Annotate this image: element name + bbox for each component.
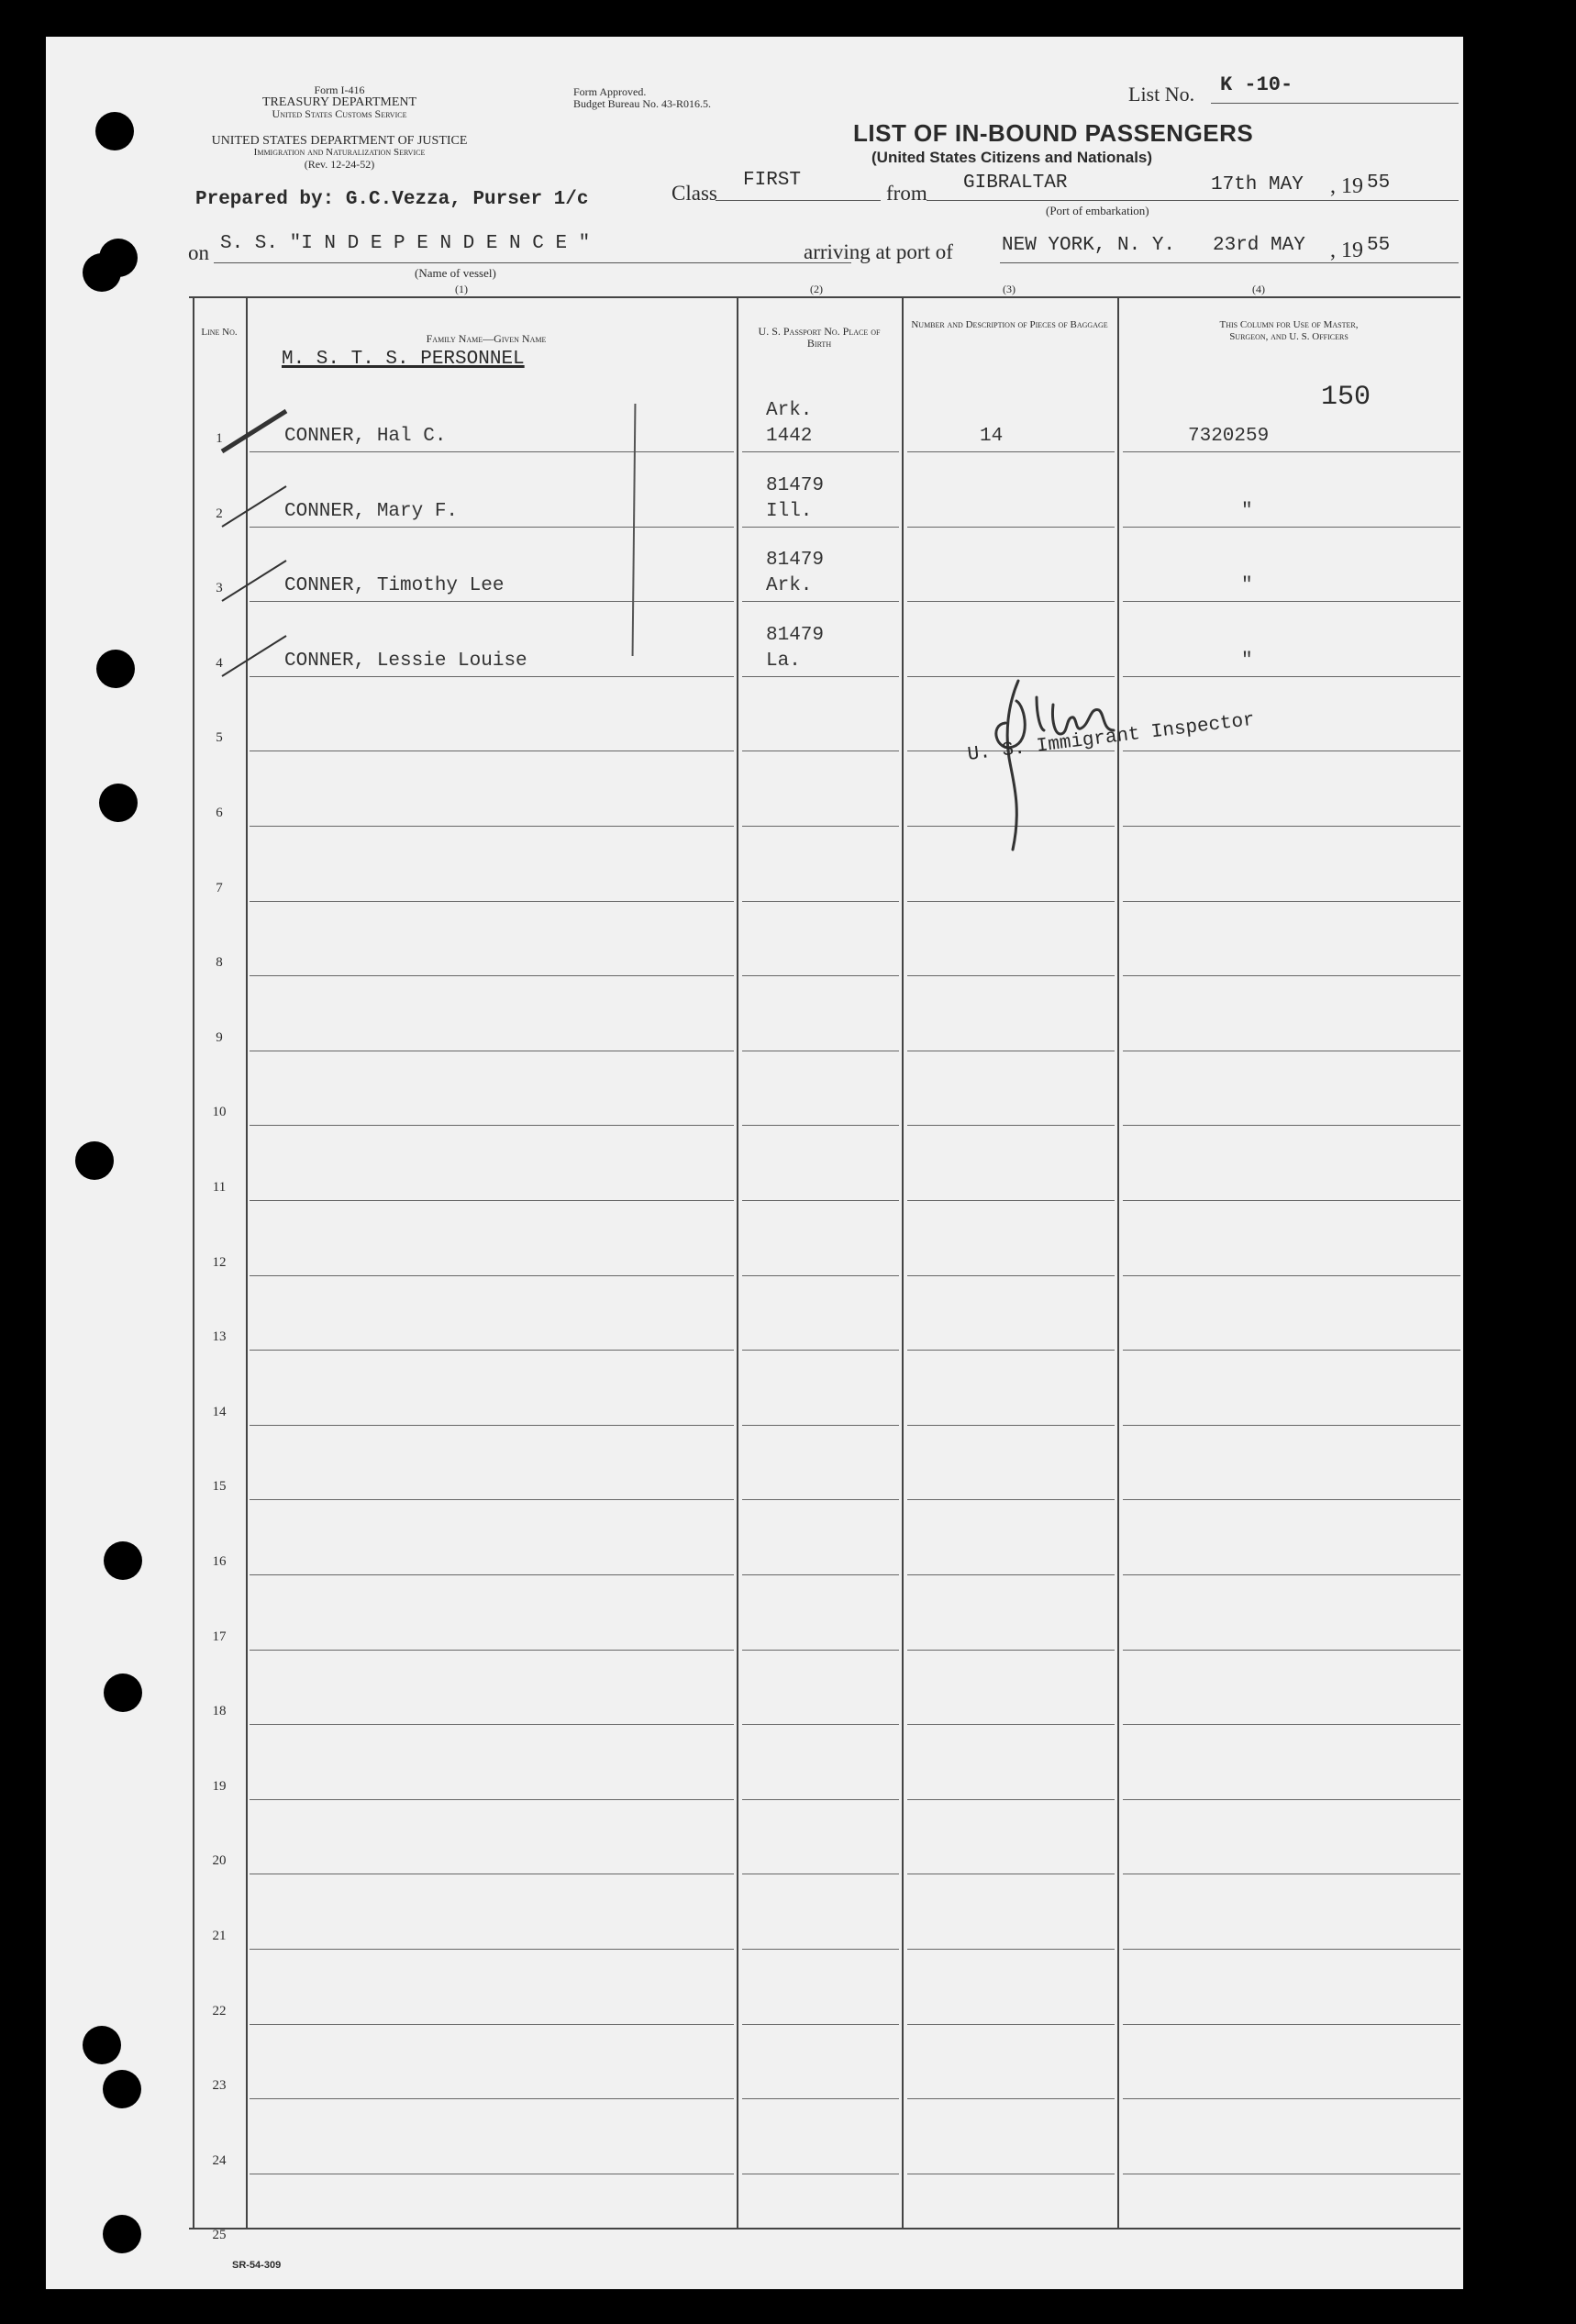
row-rule — [1123, 1200, 1460, 1201]
row-line-number: 16 — [212, 1554, 227, 1569]
row-rule — [742, 1574, 899, 1575]
row-rule — [250, 1499, 734, 1500]
row-rule — [907, 1350, 1115, 1351]
header-officers: This Column for Use of Master, Surgeon, and U. S. Officers — [1219, 319, 1359, 342]
row-rule — [1123, 901, 1460, 902]
table-top-border — [189, 296, 1460, 298]
punch-hole — [104, 1674, 142, 1712]
arrival-port: NEW YORK, N. Y. — [1002, 235, 1176, 256]
row-rule — [1123, 1499, 1460, 1500]
row-line-number: 12 — [212, 1254, 227, 1270]
row-line-number: 24 — [212, 2152, 227, 2168]
row-rule — [907, 1574, 1115, 1575]
row-rule — [907, 1499, 1115, 1500]
header-line-no: Line No. — [201, 327, 238, 338]
row-line-number: 14 — [212, 1404, 227, 1419]
passport-line-bottom: Ark. — [766, 575, 813, 597]
row-line-number: 7 — [216, 880, 223, 895]
col-divider-baggage — [1117, 298, 1119, 2229]
form-number: Form I-416 — [314, 83, 365, 96]
group-heading: M. S. T. S. PERSONNEL — [282, 349, 525, 370]
row-rule — [250, 676, 734, 677]
row-rule — [742, 1799, 899, 1800]
row-line-number: 18 — [212, 1704, 227, 1719]
row-rule — [1123, 1574, 1460, 1575]
row-rule — [742, 2024, 899, 2025]
header-family-name: Family Name—Given Name — [426, 332, 547, 345]
row-rule — [250, 1650, 734, 1651]
passport-line-bottom: La. — [766, 650, 801, 672]
vessel-underline — [214, 262, 851, 263]
row-line-number: 20 — [212, 1853, 227, 1869]
row-line-number: 8 — [216, 955, 223, 971]
row-line-number: 15 — [212, 1479, 227, 1495]
row-rule — [1123, 1350, 1460, 1351]
from-label: from — [886, 182, 927, 205]
row-line-number: 2 — [216, 506, 223, 521]
justice-department: UNITED STATES DEPARTMENT OF JUSTICE — [211, 134, 468, 148]
row-rule — [742, 1499, 899, 1500]
row-rule — [250, 826, 734, 827]
passport-line-bottom: Ill. — [766, 500, 813, 522]
form-approved: Form Approved. — [573, 85, 647, 98]
row-line-number: 5 — [216, 730, 223, 746]
row-rule — [742, 1125, 899, 1126]
passenger-name: CONNER, Lessie Louise — [284, 650, 527, 672]
punch-hole — [103, 2070, 141, 2108]
row-rule — [1123, 676, 1460, 677]
passport-line-top: 81479 — [766, 474, 825, 496]
row-rule — [907, 901, 1115, 902]
passenger-name: CONNER, Mary F. — [284, 500, 459, 522]
row-rule — [907, 2024, 1115, 2025]
row-rule — [742, 1275, 899, 1276]
col-divider-passport — [902, 298, 904, 2229]
arrival-year: 55 — [1367, 235, 1391, 256]
arriving-label: arriving at port of — [804, 240, 953, 263]
row-rule — [250, 1724, 734, 1725]
embark-year-prefix: , 19 — [1330, 174, 1363, 198]
row-rule — [742, 601, 899, 602]
document-title: LIST OF IN-BOUND PASSENGERS — [853, 119, 1254, 147]
list-no-underline — [1211, 103, 1459, 104]
passport-line-bottom: 1442 — [766, 426, 813, 447]
header-baggage: Number and Description of Pieces of Baggage — [911, 319, 1108, 330]
row-rule — [907, 1200, 1115, 1201]
row-rule — [742, 2098, 899, 2099]
row-rule — [1123, 451, 1460, 452]
row-rule — [1123, 1799, 1460, 1800]
row-rule — [250, 1350, 734, 1351]
row-rule — [742, 1425, 899, 1426]
inspector-stamp: U. S. Immigrant Inspector — [966, 709, 1257, 766]
treasury-department: TREASURY DEPARTMENT — [261, 95, 417, 109]
on-label: on — [188, 241, 209, 264]
row-rule — [1123, 1425, 1460, 1426]
row-line-number: 10 — [212, 1105, 227, 1120]
row-rule — [907, 1425, 1115, 1426]
row-rule — [907, 975, 1115, 976]
row-rule — [250, 1275, 734, 1276]
row-rule — [1123, 1949, 1460, 1950]
row-rule — [742, 901, 899, 902]
row-rule — [907, 1125, 1115, 1126]
check-mark — [218, 406, 292, 461]
from-port: GIBRALTAR — [963, 172, 1068, 194]
row-rule — [907, 1724, 1115, 1725]
arrival-year-prefix: , 19 — [1330, 239, 1363, 262]
row-rule — [250, 2098, 734, 2099]
arrival-date: 23rd MAY — [1213, 235, 1305, 256]
row-rule — [907, 2098, 1115, 2099]
col-4-label: (4) — [1252, 283, 1265, 295]
passenger-name: CONNER, Timothy Lee — [284, 575, 505, 597]
passenger-list-page — [46, 37, 1463, 2289]
row-rule — [250, 451, 734, 452]
passport-line-top: 81479 — [766, 550, 825, 572]
punch-hole — [75, 1141, 114, 1180]
row-rule — [250, 2024, 734, 2025]
row-rule — [742, 1200, 899, 1201]
row-rule — [742, 826, 899, 827]
row-rule — [250, 975, 734, 976]
passenger-name: CONNER, Hal C. — [284, 426, 447, 447]
form-code: SR-54-309 — [232, 2260, 282, 2271]
row-rule — [742, 975, 899, 976]
class-underline — [716, 200, 881, 201]
check-mark — [218, 555, 292, 610]
row-line-number: 1 — [216, 431, 223, 446]
punch-hole — [95, 112, 134, 150]
row-rule — [1123, 1275, 1460, 1276]
punch-hole — [96, 650, 135, 688]
col-2-label: (2) — [810, 283, 823, 295]
embark-year: 55 — [1367, 172, 1391, 194]
row-line-number: 4 — [216, 655, 223, 671]
col-3-label: (3) — [1003, 283, 1016, 295]
baggage-count: 14 — [980, 426, 1004, 447]
punch-hole — [103, 2215, 141, 2253]
officer-entry: " — [1241, 575, 1253, 597]
family-bracket-line — [632, 404, 637, 656]
row-line-number: 13 — [212, 1329, 227, 1345]
ins-service: Immigration and Naturalization Service — [253, 147, 426, 158]
row-rule — [742, 451, 899, 452]
punch-hole — [104, 1541, 142, 1580]
row-line-number: 6 — [216, 806, 223, 820]
inspector-signature — [952, 670, 1136, 862]
row-rule — [907, 1650, 1115, 1651]
row-rule — [250, 1574, 734, 1575]
row-rule — [907, 601, 1115, 602]
row-rule — [1123, 601, 1460, 602]
from-underline — [927, 200, 1459, 201]
vessel-name-note: (Name of vessel) — [415, 266, 496, 280]
row-rule — [742, 527, 899, 528]
punch-hole — [83, 2026, 121, 2064]
check-mark — [218, 481, 292, 536]
row-rule — [1123, 826, 1460, 827]
row-rule — [907, 1799, 1115, 1800]
row-line-number: 25 — [212, 2228, 227, 2243]
customs-service: United States Customs Service — [272, 107, 407, 120]
row-rule — [1123, 1724, 1460, 1725]
row-rule — [1123, 1125, 1460, 1126]
row-rule — [1123, 975, 1460, 976]
header-passport: U. S. Passport No. Place of Birth — [758, 325, 881, 350]
row-rule — [907, 1949, 1115, 1950]
form-header — [220, 84, 459, 120]
justice-block — [193, 135, 486, 171]
table-bottom-border — [189, 2228, 1460, 2229]
port-embarkation-note: (Port of embarkation) — [1046, 204, 1149, 217]
row-rule — [250, 601, 734, 602]
row-rule — [250, 901, 734, 902]
row-rule — [250, 1949, 734, 1950]
row-rule — [907, 527, 1115, 528]
punch-hole — [99, 239, 138, 277]
embark-date: 17th MAY — [1211, 174, 1304, 195]
class-label: Class — [671, 182, 717, 205]
table-left-border — [193, 298, 194, 2229]
row-line-number: 19 — [212, 1778, 227, 1794]
check-mark — [218, 630, 292, 685]
row-line-number: 21 — [212, 1929, 227, 1943]
row-line-number: 22 — [212, 2003, 227, 2018]
row-line-number: 9 — [216, 1029, 223, 1045]
officer-entry: 7320259 — [1188, 426, 1270, 447]
row-rule — [742, 1949, 899, 1950]
prepared-by: Prepared by: G.C.Vezza, Purser 1/c — [195, 189, 589, 210]
row-rule — [1123, 2024, 1460, 2025]
row-rule — [250, 1799, 734, 1800]
passport-line-top: Ark. — [766, 400, 813, 421]
row-rule — [742, 1650, 899, 1651]
document-subtitle: (United States Citizens and Nationals) — [871, 149, 1153, 166]
row-rule — [742, 1724, 899, 1725]
col-divider-name — [737, 298, 738, 2229]
count-note: 150 — [1321, 382, 1371, 413]
col-1-label: (1) — [455, 283, 468, 295]
row-rule — [250, 1425, 734, 1426]
row-rule — [907, 451, 1115, 452]
budget-bureau: Budget Bureau No. 43-R016.5. — [573, 97, 711, 110]
row-rule — [907, 1275, 1115, 1276]
row-rule — [742, 1350, 899, 1351]
row-line-number: 17 — [212, 1629, 227, 1644]
revision: (Rev. 12-24-52) — [304, 158, 375, 171]
passport-line-top: 81479 — [766, 624, 825, 646]
row-rule — [1123, 527, 1460, 528]
row-rule — [250, 527, 734, 528]
row-line-number: 23 — [212, 2078, 227, 2094]
list-no-value: K -10- — [1220, 73, 1293, 96]
row-line-number: 3 — [216, 581, 223, 596]
form-approval — [573, 86, 711, 110]
row-rule — [742, 676, 899, 677]
officer-entry: " — [1241, 500, 1253, 522]
list-no-label: List No. — [1128, 83, 1195, 106]
row-line-number: 11 — [212, 1180, 227, 1195]
vessel-name: S. S. "I N D E P E N D E N C E " — [220, 233, 591, 254]
officer-entry: " — [1241, 650, 1253, 672]
row-rule — [250, 1125, 734, 1126]
row-rule — [250, 1200, 734, 1201]
row-rule — [1123, 1650, 1460, 1651]
class-value: FIRST — [743, 170, 802, 191]
row-rule — [1123, 2098, 1460, 2099]
punch-hole — [99, 784, 138, 822]
arrival-underline — [1000, 262, 1459, 263]
